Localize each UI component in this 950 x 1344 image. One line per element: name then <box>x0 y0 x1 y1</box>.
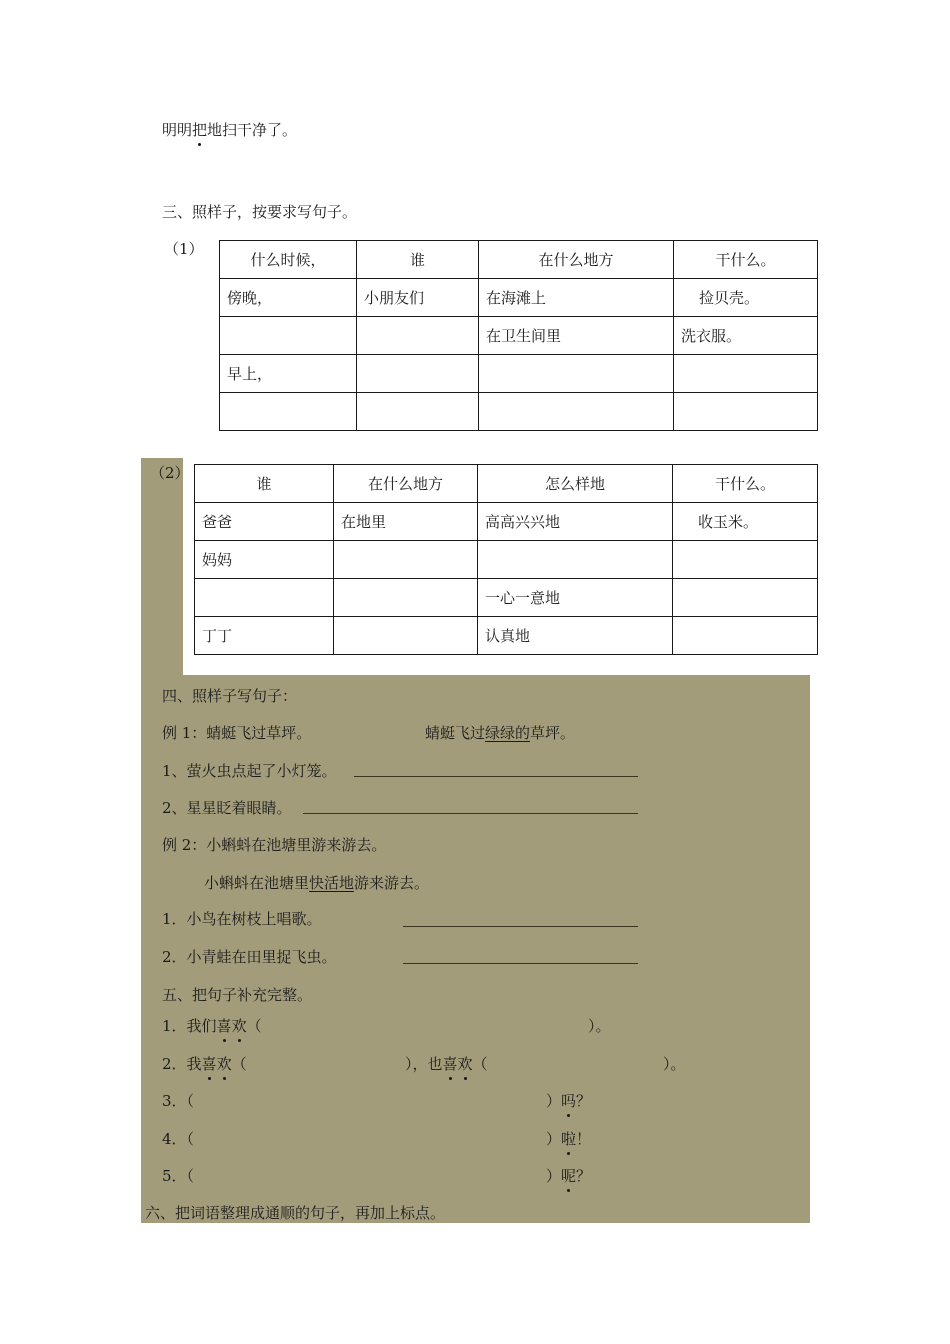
answer-line[interactable] <box>403 926 638 927</box>
table-cell[interactable] <box>357 355 479 393</box>
dotted-char: 把 <box>192 121 208 139</box>
table-header-cell: 什么时候， <box>220 241 357 279</box>
exercise-item: 2、星星眨着眼睛。 <box>162 799 292 817</box>
table-header-cell: 干什么。 <box>674 241 818 279</box>
table-cell: 丁丁 <box>195 617 334 655</box>
table-header-cell: 在什么地方 <box>479 241 674 279</box>
dotted-char: 喜 <box>442 1055 458 1073</box>
answer-line[interactable] <box>354 776 638 777</box>
table-header-row <box>220 241 818 279</box>
fill-item-1: 1．我们喜欢（ <box>162 1017 262 1035</box>
table-row <box>195 579 818 617</box>
table-row <box>220 355 818 393</box>
table-row <box>195 541 818 579</box>
table-cell[interactable] <box>357 393 479 431</box>
table-cell: 妈妈 <box>195 541 334 579</box>
fill-item-4: 4．（ <box>162 1130 195 1148</box>
table-cell[interactable] <box>357 317 479 355</box>
dotted-char: 啦 <box>561 1130 577 1148</box>
table-cell: 在地里 <box>334 503 478 541</box>
table-cell: 认真地 <box>478 617 673 655</box>
dotted-char: 喜 <box>216 1017 232 1035</box>
table-cell: 傍晚， <box>220 279 357 317</box>
exercise-item: 1．小鸟在树枝上唱歌。 <box>162 910 322 928</box>
section5-heading: 五、把句子补充完整。 <box>162 986 313 1004</box>
table-header-cell: 怎么样地 <box>478 465 673 503</box>
table-cell: 爸爸 <box>195 503 334 541</box>
part1-label: （1） <box>164 240 204 258</box>
example1-answer: 蜻蜓飞过绿绿的草坪。 <box>425 724 576 742</box>
part2-label: （2） <box>150 464 190 482</box>
top-sentence: 明明把地扫干净了。 <box>162 121 298 139</box>
table-cell[interactable] <box>674 393 818 431</box>
table-cell[interactable] <box>673 617 818 655</box>
table-cell[interactable] <box>334 617 478 655</box>
table-cell: 一心一意地 <box>478 579 673 617</box>
table-cell[interactable] <box>220 317 357 355</box>
section4-heading: 四、照样子写句子： <box>162 687 298 705</box>
fill-item-2: 2．我喜欢（ <box>162 1055 247 1073</box>
table-cell[interactable] <box>673 579 818 617</box>
fill-item-3-close: ）吗？ <box>546 1092 592 1110</box>
table-row <box>195 617 818 655</box>
table-cell[interactable] <box>195 579 334 617</box>
answer-line[interactable] <box>403 963 638 964</box>
table-cell: 捡贝壳。 <box>674 279 818 317</box>
fill-item-2-mid: ），也喜欢（ <box>405 1055 488 1073</box>
underlined-word: 绿绿的 <box>485 724 531 742</box>
fill-item-5-close: ）呢？ <box>546 1167 592 1185</box>
dotted-char: 欢 <box>457 1055 473 1073</box>
table-header-cell: 在什么地方 <box>334 465 478 503</box>
fill-item-1-close: ）。 <box>588 1017 611 1035</box>
example2-answer: 小蝌蚪在池塘里快活地游来游去。 <box>204 874 430 892</box>
fill-item-5: 5．（ <box>162 1167 195 1185</box>
dotted-char: 吗 <box>561 1092 577 1110</box>
table-header-cell: 谁 <box>357 241 479 279</box>
table-cell: 高高兴兴地 <box>478 503 673 541</box>
exercise-item: 1、萤火虫点起了小灯笼。 <box>162 762 337 780</box>
table-cell: 收玉米。 <box>673 503 818 541</box>
dotted-char: 欢 <box>216 1055 232 1073</box>
dotted-char: 呢 <box>561 1167 577 1185</box>
fill-item-2-close: ）。 <box>663 1055 686 1073</box>
table-part2 <box>194 464 818 655</box>
table-part1 <box>219 240 818 431</box>
table-cell: 早上， <box>220 355 357 393</box>
fill-item-4-close: ）啦！ <box>546 1130 592 1148</box>
underlined-word: 快活地 <box>309 874 355 892</box>
table-cell: 洗衣服。 <box>674 317 818 355</box>
exercise-item: 2．小青蛙在田里捉飞虫。 <box>162 948 337 966</box>
example1-label: 例 1：蜻蜓飞过草坪。 <box>162 724 312 742</box>
dotted-char: 喜 <box>201 1055 217 1073</box>
table-cell[interactable] <box>479 355 674 393</box>
shaded-region-upper <box>141 458 183 678</box>
table-cell[interactable] <box>674 355 818 393</box>
table-cell: 在卫生间里 <box>479 317 674 355</box>
answer-line[interactable] <box>303 813 638 814</box>
table-row <box>220 279 818 317</box>
table-cell[interactable] <box>479 393 674 431</box>
fill-item-3: 3．（ <box>162 1092 195 1110</box>
table-header-row <box>195 465 818 503</box>
table-cell[interactable] <box>220 393 357 431</box>
table-cell[interactable] <box>673 541 818 579</box>
example2-label: 例 2：小蝌蚪在池塘里游来游去。 <box>162 836 387 854</box>
table-cell[interactable] <box>334 541 478 579</box>
table-cell[interactable] <box>334 579 478 617</box>
table-row <box>195 503 818 541</box>
section6-heading: 六、把词语整理成通顺的句子，再加上标点。 <box>145 1204 446 1222</box>
table-header-cell: 谁 <box>195 465 334 503</box>
table-row <box>220 317 818 355</box>
table-row <box>220 393 818 431</box>
table-cell: 在海滩上 <box>479 279 674 317</box>
table-cell[interactable] <box>478 541 673 579</box>
section3-heading: 三、照样子，按要求写句子。 <box>162 203 358 221</box>
table-cell: 小朋友们 <box>357 279 479 317</box>
dotted-char: 欢 <box>231 1017 247 1035</box>
table-header-cell: 干什么。 <box>673 465 818 503</box>
